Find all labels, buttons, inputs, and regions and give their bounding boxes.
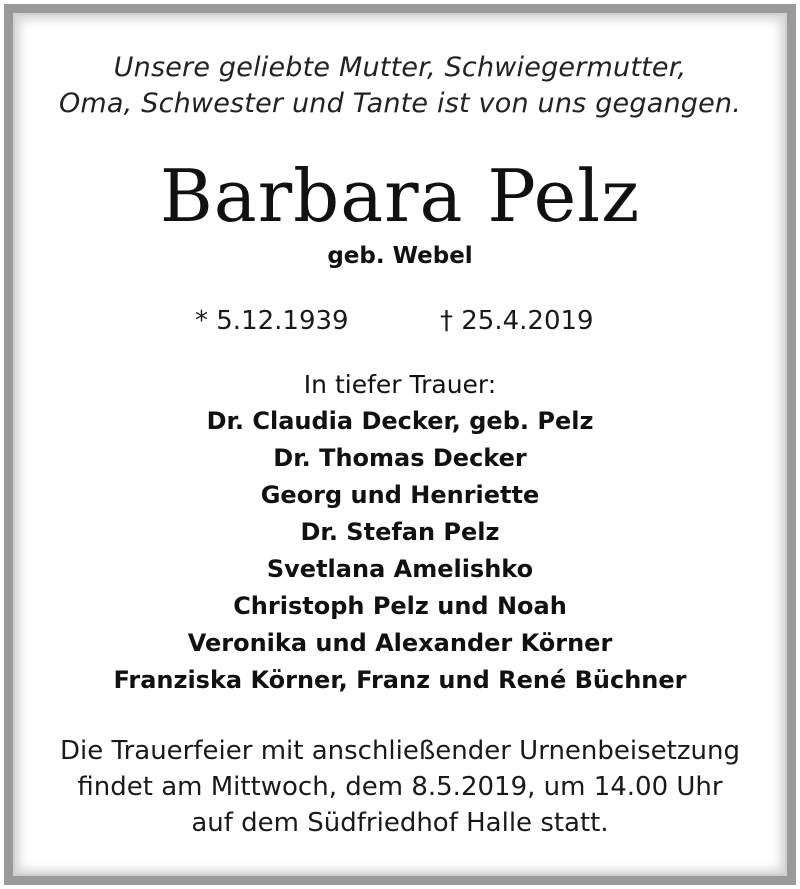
deceased-name: Barbara Pelz xyxy=(159,154,641,238)
mourner-7: Veronika und Alexander Körner xyxy=(187,629,613,657)
death-date: † 25.4.2019 xyxy=(440,306,594,336)
mourner-5: Svetlana Amelishko xyxy=(266,555,534,583)
funeral-line-3: auf dem Südfriedhof Halle statt. xyxy=(191,808,609,838)
intro-line-2: Oma, Schwester und Tante ist von uns gegangen. xyxy=(58,88,742,119)
mourner-3: Georg und Henriette xyxy=(260,481,540,509)
birth-name: geb. Webel xyxy=(327,243,473,269)
mourner-1: Dr. Claudia Decker, geb. Pelz xyxy=(206,407,594,435)
mourning-label: In tiefer Trauer: xyxy=(303,370,497,399)
intro-line-1: Unsere geliebte Mutter, Schwiegermutter, xyxy=(113,52,687,83)
funeral-line-1: Die Trauerfeier mit anschließender Urnenbeisetzung xyxy=(60,736,740,766)
birth-date: * 5.12.1939 xyxy=(195,306,349,336)
mourner-4: Dr. Stefan Pelz xyxy=(300,518,500,546)
funeral-line-2: findet am Mittwoch, dem 8.5.2019, um 14.00 Uhr xyxy=(77,772,723,802)
mourner-8: Franziska Körner, Franz und René Büchner xyxy=(113,666,687,694)
mourner-2: Dr. Thomas Decker xyxy=(273,444,527,472)
mourner-6: Christoph Pelz und Noah xyxy=(233,592,567,620)
